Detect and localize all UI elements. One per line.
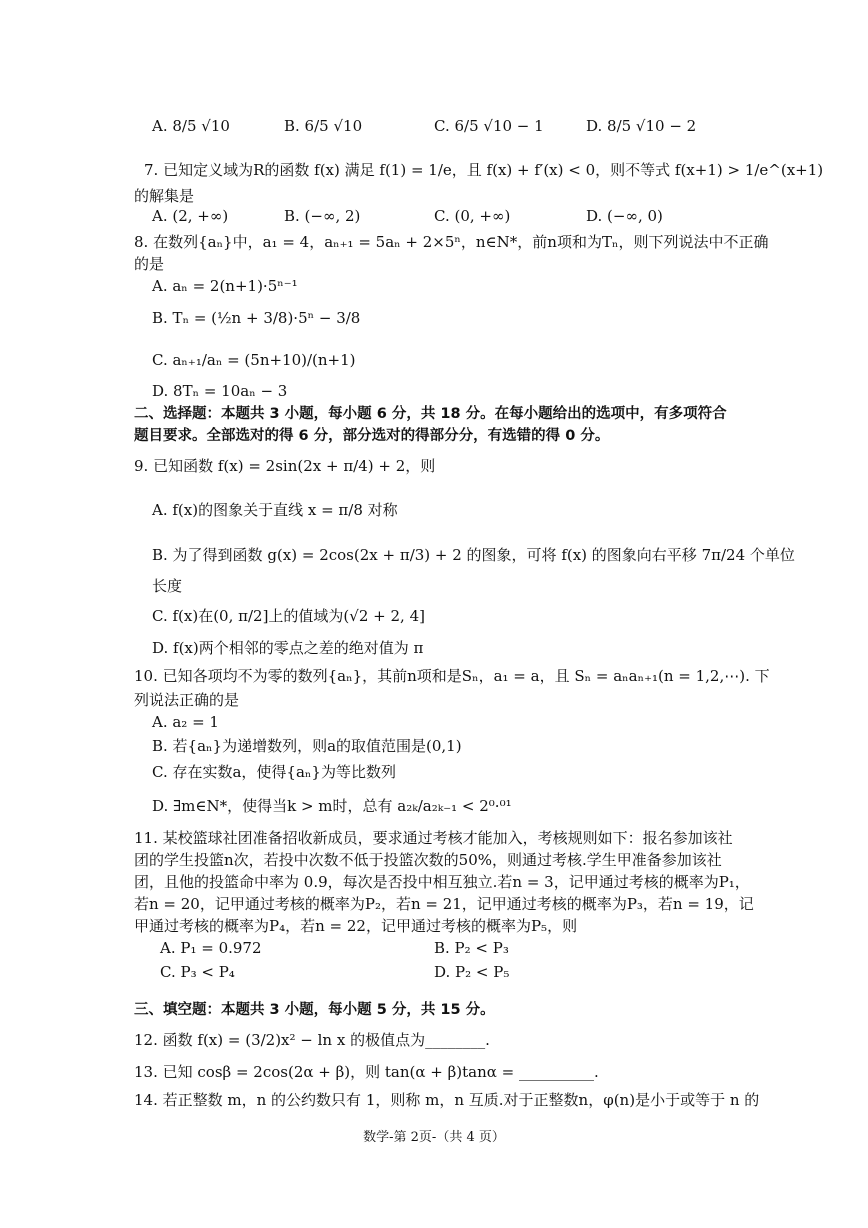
q7-options (0, 206, 868, 226)
q6-option-c: C. 6/5 √10 − 1 (434, 117, 544, 135)
q9-option-b-line2: 长度 (152, 577, 183, 595)
q7-option-c: C. (0, +∞) (434, 207, 511, 225)
q11-options-row1 (0, 938, 868, 958)
q14-stem: 14. 若正整数 m，n 的公约数只有 1，则称 m，n 互质.对于正整数n，φ(n)是小于或等于 n 的 (134, 1091, 760, 1109)
q13-stem: 13. 已知 cosβ = 2cos(2α + β)，则 tan(α + β)tanα = __________. (134, 1063, 599, 1081)
q6-option-b: B. 6/5 √10 (284, 117, 363, 135)
q11-stem-line3: 团，且他的投篮命中率为 0.9，每次是否投中相互独立.若n = 3，记甲通过考核的概率为P₁， (134, 873, 750, 891)
q10-option-d: D. ∃m∈N*，使得当k > m时，总有 a₂ₖ/a₂ₖ₋₁ < 2⁰·⁰¹ (152, 797, 512, 815)
section3-heading: 三、填空题：本题共 3 小题，每小题 5 分，共 15 分。 (134, 1002, 495, 1018)
q10-option-c: C. 存在实数a，使得{aₙ}为等比数列 (152, 763, 396, 781)
section2-heading-line1: 二、选择题：本题共 3 小题，每小题 6 分，共 18 分。在每小题给出的选项中，有多项符合 (134, 406, 727, 422)
q11-option-d: D. P₂ < P₅ (434, 963, 510, 981)
q11-option-b: B. P₂ < P₃ (434, 939, 509, 957)
q8-option-b: B. Tₙ = (½n + 3/8)·5ⁿ − 3/8 (152, 309, 361, 327)
q8-stem-line1: 8. 在数列{aₙ}中，a₁ = 4，aₙ₊₁ = 5aₙ + 2×5ⁿ，n∈N*，前n项和为Tₙ，则下列说法中不正确 (134, 233, 769, 251)
q7-stem-line2: 的解集是 (134, 187, 195, 205)
q11-option-c: C. P₃ < P₄ (160, 963, 235, 981)
q6-options (0, 116, 868, 136)
q10-option-a: A. a₂ = 1 (152, 713, 219, 731)
q11-stem-line4: 若n = 20，记甲通过考核的概率为P₂，若n = 21，记甲通过考核的概率为P₃，若n = 19，记 (134, 895, 754, 913)
q6-option-d: D. 8/5 √10 − 2 (586, 117, 697, 135)
q10-option-b: B. 若{aₙ}为递增数列，则a的取值范围是(0,1) (152, 737, 462, 755)
q8-option-a: A. aₙ = 2(n+1)·5ⁿ⁻¹ (152, 277, 298, 295)
q9-option-d: D. f(x)两个相邻的零点之差的绝对值为 π (152, 639, 424, 657)
page-footer: 数学-第 2页-（共 4 页） (363, 1130, 505, 1145)
q8-option-c: C. aₙ₊₁/aₙ = (5n+10)/(n+1) (152, 351, 356, 369)
q6-option-a: A. 8/5 √10 (152, 117, 230, 135)
q10-stem-line1: 10. 已知各项均不为零的数列{aₙ}，其前n项和是Sₙ，a₁ = a，且 Sₙ = aₙaₙ₊₁(n = 1,2,⋯). 下 (134, 667, 770, 685)
q9-option-c: C. f(x)在(0, π/2]上的值域为(√2 + 2, 4] (152, 607, 425, 625)
q11-option-a: A. P₁ = 0.972 (160, 939, 262, 957)
q7-option-a: A. (2, +∞) (152, 207, 229, 225)
q11-options-row2 (0, 962, 868, 982)
q9-option-a: A. f(x)的图象关于直线 x = π/8 对称 (152, 501, 398, 519)
q12-stem: 12. 函数 f(x) = (3/2)x² − ln x 的极值点为________. (134, 1031, 490, 1049)
q11-stem-line2: 团的学生投篮n次，若投中次数不低于投篮次数的50%，则通过考核.学生甲准备参加该社 (134, 851, 722, 869)
q9-stem: 9. 已知函数 f(x) = 2sin(2x + π/4) + 2，则 (134, 457, 436, 475)
q7-option-b: B. (−∞, 2) (284, 207, 361, 225)
q7-option-d: D. (−∞, 0) (586, 207, 663, 225)
q11-stem-line5: 甲通过考核的概率为P₄，若n = 22，记甲通过考核的概率为P₅，则 (134, 917, 578, 935)
q11-stem-line1: 11. 某校篮球社团准备招收新成员，要求通过考核才能加入，考核规则如下：报名参加该社 (134, 829, 733, 847)
q10-stem-line2: 列说法正确的是 (134, 691, 240, 709)
q8-stem-line2: 的是 (134, 255, 165, 273)
q9-option-b-line1: B. 为了得到函数 g(x) = 2cos(2x + π/3) + 2 的图象，可将 f(x) 的图象向右平移 7π/24 个单位 (152, 546, 795, 564)
q7-stem-line1: 7. 已知定义域为R的函数 f(x) 满足 f(1) = 1/e，且 f(x) + f′(x) < 0，则不等式 f(x+1) > 1/e^(x+1) (144, 161, 824, 179)
section2-heading-line2: 题目要求。全部选对的得 6 分，部分选对的得部分分，有选错的得 0 分。 (134, 428, 610, 444)
q8-option-d: D. 8Tₙ = 10aₙ − 3 (152, 382, 288, 400)
